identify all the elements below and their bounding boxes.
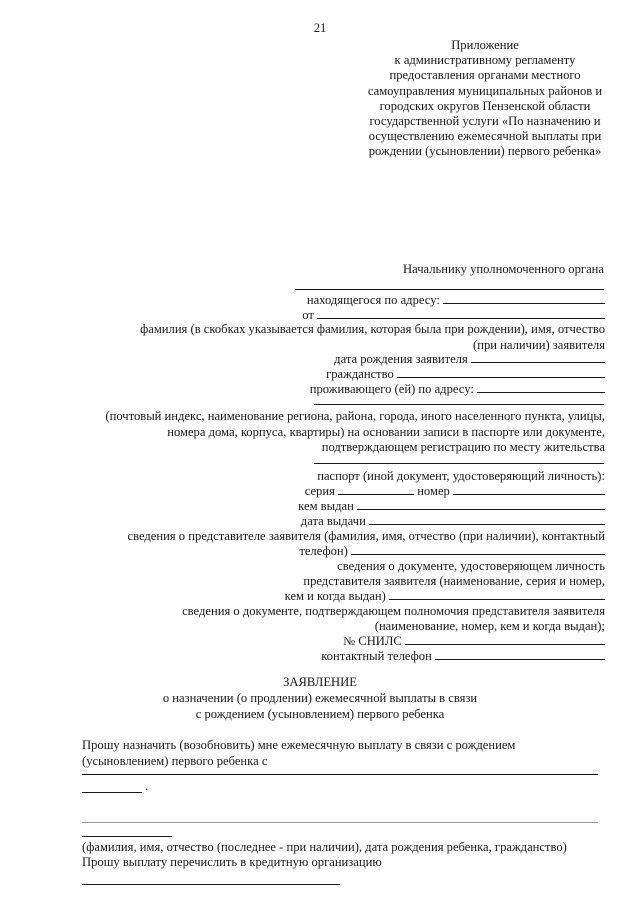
snils-field[interactable] bbox=[405, 633, 605, 645]
page-number: 21 bbox=[313, 21, 327, 35]
fio-note-line: (при наличии) заявителя bbox=[473, 337, 605, 352]
rep-label-2: телефон) bbox=[299, 544, 348, 558]
residence-row bbox=[60, 381, 605, 397]
located-at-label: находящегося по адресу: bbox=[306, 293, 440, 307]
statement-body bbox=[82, 738, 607, 769]
rep-doc-row-3 bbox=[60, 588, 605, 604]
child-note: (фамилия, имя, отчество (последнее - при наличии), дата рождения ребенка, гражданство) bbox=[82, 840, 567, 854]
citizenship-field[interactable] bbox=[397, 366, 605, 378]
number-field[interactable] bbox=[453, 483, 605, 495]
fio-note-line: фамилия (в скобках указывается фамилия, которая была при рождении), имя, отчество bbox=[140, 322, 605, 336]
address-note bbox=[60, 409, 605, 456]
rep-field[interactable] bbox=[351, 543, 605, 555]
issue-date-label: дата выдачи bbox=[300, 514, 366, 528]
appendix-line: городских округов Пензенской области bbox=[379, 98, 591, 113]
phone-row bbox=[60, 648, 605, 664]
residence-label: проживающего (ей) по адресу: bbox=[309, 382, 474, 396]
rep-row-1 bbox=[60, 528, 605, 544]
issue-date-row bbox=[60, 513, 605, 529]
series-label: серия bbox=[304, 484, 335, 498]
rep-doc-row-2 bbox=[60, 573, 605, 589]
issue-date-field[interactable] bbox=[369, 513, 605, 525]
address-note-line: подтверждающем регистрацию по месту жительства bbox=[321, 440, 605, 454]
rep-doc-field[interactable] bbox=[389, 588, 605, 600]
citizenship-row bbox=[60, 366, 605, 382]
fio-note bbox=[60, 322, 605, 353]
rep-doc-row-1 bbox=[60, 558, 605, 574]
child-start-line[interactable] bbox=[82, 774, 598, 775]
series-field[interactable] bbox=[338, 483, 414, 495]
rep-doc-label-2: представителя заявителя (наименование, серия и номер, bbox=[303, 574, 605, 588]
birth-date-field[interactable] bbox=[471, 351, 605, 363]
passport-row bbox=[60, 468, 605, 484]
child-info-line-short[interactable] bbox=[82, 836, 172, 837]
address-note-line: номера дома, корпуса, квартиры) на основании записи в паспорте или документе, bbox=[167, 424, 605, 439]
credit-org-line[interactable] bbox=[82, 884, 340, 885]
date-line[interactable] bbox=[82, 792, 142, 793]
residence-field[interactable] bbox=[477, 381, 605, 393]
rep-label: сведения о представителе заявителя (фамилия, имя, отчество (при наличии), контактный bbox=[127, 529, 605, 543]
blank-line[interactable] bbox=[295, 289, 604, 290]
address-note-line: (почтовый индекс, наименование региона, района, города, иного населенного пункта, улицы, bbox=[105, 409, 605, 423]
authority-label: сведения о документе, подтверждающем полномочия представителя заявителя bbox=[182, 604, 605, 618]
addressee: Начальнику уполномоченного органа bbox=[403, 262, 604, 276]
statement-body-line-2: (усыновлением) первого ребенка с bbox=[82, 753, 268, 768]
citizenship-label: гражданство bbox=[326, 367, 394, 381]
number-label: номер bbox=[417, 484, 450, 498]
transfer-text: Прошу выплату перечислить в кредитную организацию bbox=[82, 855, 382, 869]
snils-label: № СНИЛС bbox=[343, 634, 402, 648]
appendix-title: Приложение bbox=[451, 38, 519, 52]
statement-body-line: Прошу назначить (возобновить) мне ежемесячную выплату в связи с рождением bbox=[82, 738, 516, 752]
appendix-line: осуществлению ежемесячной выплаты при bbox=[368, 129, 602, 144]
period: . bbox=[145, 779, 149, 793]
statement-body-line bbox=[82, 754, 607, 770]
issued-by-label: кем выдан bbox=[298, 499, 354, 513]
series-number-row bbox=[60, 483, 605, 499]
statement-title: ЗАЯВЛЕНИЕ bbox=[283, 675, 357, 689]
appendix-line: к административному регламенту bbox=[394, 53, 576, 68]
address-line[interactable] bbox=[314, 404, 604, 405]
appendix-header bbox=[360, 38, 610, 160]
phone-label: контактный телефон bbox=[321, 649, 432, 663]
authority-row-2 bbox=[60, 618, 605, 634]
appendix-line: государственной услуги «По назначению и bbox=[369, 114, 601, 129]
birth-date-label: дата рождения заявителя bbox=[334, 352, 468, 366]
issued-by-row bbox=[60, 498, 605, 514]
located-at-field[interactable] bbox=[443, 292, 605, 304]
issued-by-field[interactable] bbox=[357, 498, 605, 510]
rep-doc-label: сведения о документе, удостоверяющем личность bbox=[337, 559, 605, 573]
from-row bbox=[60, 307, 605, 323]
phone-field[interactable] bbox=[435, 648, 605, 660]
authority-row-1 bbox=[60, 603, 605, 619]
located-at-row bbox=[60, 292, 605, 308]
statement-subtitle: о назначении (о продлении) ежемесячной выплаты в связи bbox=[162, 691, 478, 705]
appendix-line: самоуправления муниципальных районов и bbox=[367, 83, 603, 98]
appendix-line: предоставления органами местного bbox=[389, 68, 581, 83]
birth-date-row bbox=[60, 351, 605, 367]
snils-row bbox=[60, 633, 605, 649]
authority-label-2: (наименование, номер, кем и когда выдан); bbox=[374, 619, 605, 633]
child-info-line[interactable] bbox=[82, 822, 598, 823]
rep-doc-label-3: кем и когда выдан) bbox=[284, 589, 386, 603]
address-line[interactable] bbox=[314, 463, 604, 464]
appendix-line: рождении (усыновлении) первого ребенка» bbox=[368, 144, 602, 159]
from-field[interactable] bbox=[317, 307, 605, 319]
passport-label: паспорт (иной документ, удостоверяющий личность): bbox=[317, 469, 605, 483]
statement-subtitle: с рождением (усыновлением) первого ребенка bbox=[195, 707, 445, 721]
from-label: от bbox=[302, 308, 314, 322]
rep-row-2 bbox=[60, 543, 605, 559]
